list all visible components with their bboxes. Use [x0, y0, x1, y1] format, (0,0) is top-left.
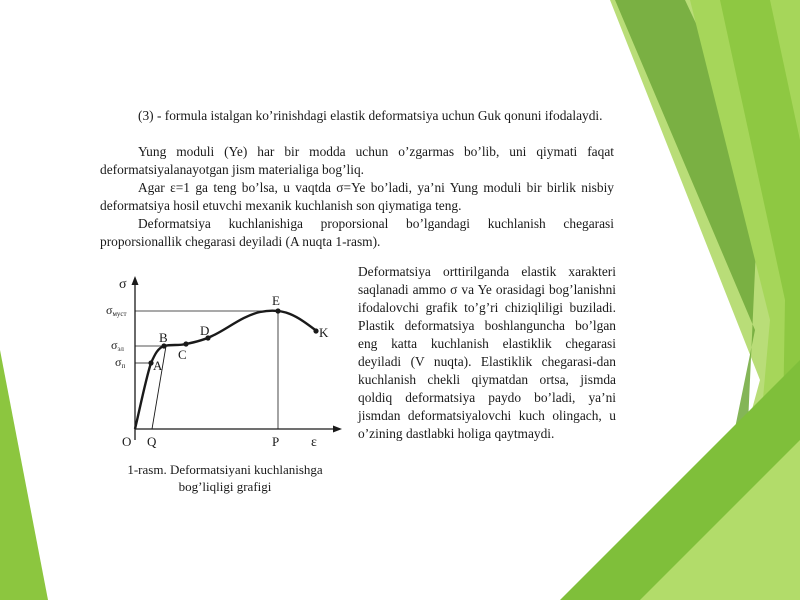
label-b: B [159, 330, 168, 345]
label-sigma-max: σмуст [106, 303, 127, 318]
paragraph-proportionality-limit: Deformatsiya kuchlanishiga proporsional bo’lgandagi kuchlanish chegarasi proporsionallik chegarasi deyiladi (A nuqta 1-rasm). [100, 216, 614, 249]
label-a: A [153, 358, 163, 373]
x-axis-arrow [333, 426, 342, 433]
paragraph-epsilon-one: Agar ε=1 ga teng bo’lsa, u vaqtda σ=Ye bo’ladi, ya’ni Yung moduli bir birlik nisbiy deformatsiya hosil etuvchi mexanik kuchlanish son qiymatiga teng. [100, 180, 614, 213]
label-sigma-el: σэл [111, 338, 124, 353]
figure-caption: 1-rasm. Deformatsiyani kuchlanishga bog’liqligi grafigi [127, 462, 323, 494]
stress-strain-graph [100, 268, 350, 458]
stress-strain-curve [135, 311, 318, 429]
label-k: K [319, 325, 329, 340]
side-text-elastic-limit: Deformatsiya orttirilganda elastik xarakteri saqlanadi ammo σ va Ye orasidagi bog’lanishni ifodalovchi grafik to’g’ri chiziqliligi buziladi. Plastik deformatsiya boshlanguncha bo’lgan eng katta kuchlanish elastiklik chegarasi deyiladi (V nuqta). Elastiklik chegarasi-dan kuchlanish chekli qiymatdan ortsa, jismda qoldiq deformatsiya paydo bo’ladi, ya’ni jismdan deformatsiyalovchi kuch olingach, u o’zining dastlabki holiga qaytmaydi. [358, 264, 616, 441]
label-d: D [200, 323, 210, 338]
paragraph-hooke-law: (3) - formula istalgan ko’rinishdagi elastik deformatsiya uchun Guk qonuni ifodalaydi. [138, 108, 603, 123]
point-k [313, 328, 318, 333]
point-c [183, 341, 188, 346]
label-epsilon-axis: ε [311, 435, 317, 450]
green-stripe-left [0, 350, 48, 600]
label-c: C [178, 347, 187, 362]
label-e: E [272, 293, 280, 308]
label-q: Q [147, 434, 157, 449]
label-origin: O [122, 434, 132, 449]
point-e [275, 308, 280, 313]
stress-strain-figure [100, 268, 350, 498]
label-sigma-axis: σ [119, 277, 127, 292]
label-sigma-p: σп [115, 355, 126, 370]
label-p: P [272, 434, 280, 449]
y-axis-arrow [132, 276, 139, 285]
paragraph-young-modulus: Yung moduli (Ye) har bir modda uchun o’zgarmas bo’lib, uni qiymati faqat deformatsiyalanayotgan jism materialiga bog’liq. [100, 144, 614, 177]
